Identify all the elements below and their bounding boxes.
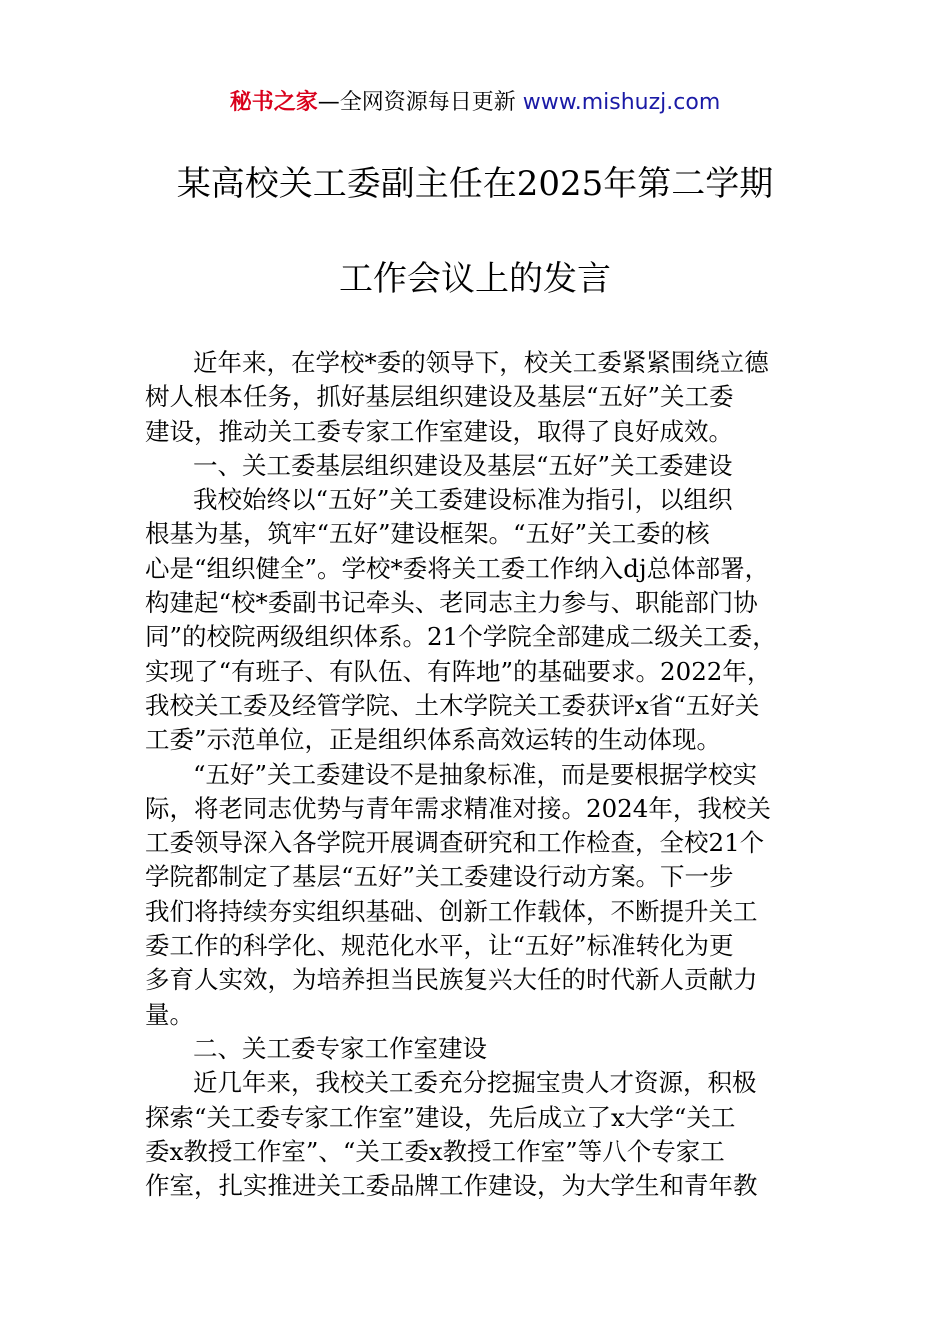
site-url-link[interactable]: www.mishuzj.com (522, 90, 721, 115)
document-title-line-2: 工作会议上的发言 (339, 259, 611, 299)
site-brand: 秘书之家 (229, 90, 318, 115)
body-line: 探索“关工委专家工作室”建设，先后成立了x大学“关工 (145, 1102, 736, 1132)
body-line: 构建起“校*委副书记牵头、老同志主力参与、职能部门协 (145, 588, 758, 618)
body-line: 际，将老同志优势与青年需求精准对接。2024年，我校关 (145, 793, 771, 823)
body-line: 工委领导深入各学院开展调查研究和工作检查，全校21个 (145, 828, 765, 858)
body-line: 作室，扎实推进关工委品牌工作建设，为大学生和青年教 (145, 1171, 758, 1201)
body-line: 我校关工委及经管学院、土木学院关工委获评x省“五好关 (145, 690, 760, 720)
body-line: 委x教授工作室”、“关工委x教授工作室”等八个专家工 (145, 1136, 725, 1166)
body-line: 实现了“有班子、有队伍、有阵地”的基础要求。2022年， (145, 656, 772, 686)
document-body (145, 346, 815, 1203)
body-line: 近几年来，我校关工委充分挖掘宝贵人才资源，积极 (193, 1068, 757, 1098)
body-line: 二、关工委专家工作室建设 (193, 1033, 487, 1063)
body-line: “五好”关工委建设不是抽象标准，而是要根据学校实 (193, 759, 758, 789)
body-line: 一、关工委基层组织建设及基层“五好”关工委建设 (193, 450, 733, 480)
body-line: 近年来，在学校*委的领导下，校关工委紧紧围绕立德 (193, 348, 769, 377)
body-line: 委工作的科学化、规范化水平，让“五好”标准转化为更 (145, 931, 734, 961)
document-title-line-1: 某高校关工委副主任在2025年第二学期 (176, 164, 774, 204)
body-line: 我们将持续夯实组织基础、创新工作载体，不断提升关工 (145, 896, 758, 926)
site-tagline: —全网资源每日更新 (317, 90, 523, 115)
body-line: 工委”示范单位，正是组织体系高效运转的生动体现。 (145, 725, 722, 755)
body-line: 多育人实效，为培养担当民族复兴大任的时代新人贡献力 (145, 965, 758, 995)
body-line: 树人根本任务，抓好基层组织建设及基层“五好”关工委 (145, 382, 734, 412)
body-line: 我校始终以“五好”关工委建设标准为指引，以组织 (193, 485, 733, 515)
body-line: 同”的校院两级组织体系。21个学院全部建成二级关工委， (145, 622, 777, 652)
body-line: 量。 (145, 999, 194, 1029)
body-line: 心是“组织健全”。学校*委将关工委工作纳入dj总体部署， (145, 553, 770, 583)
body-line: 学院都制定了基层“五好”关工委建设行动方案。下一步 (145, 862, 734, 892)
site-header (0, 86, 950, 120)
body-line: 建设，推动关工委专家工作室建设，取得了良好成效。 (145, 416, 733, 446)
body-line: 根基为基，筑牢“五好”建设框架。“五好”关工委的核 (145, 519, 710, 549)
